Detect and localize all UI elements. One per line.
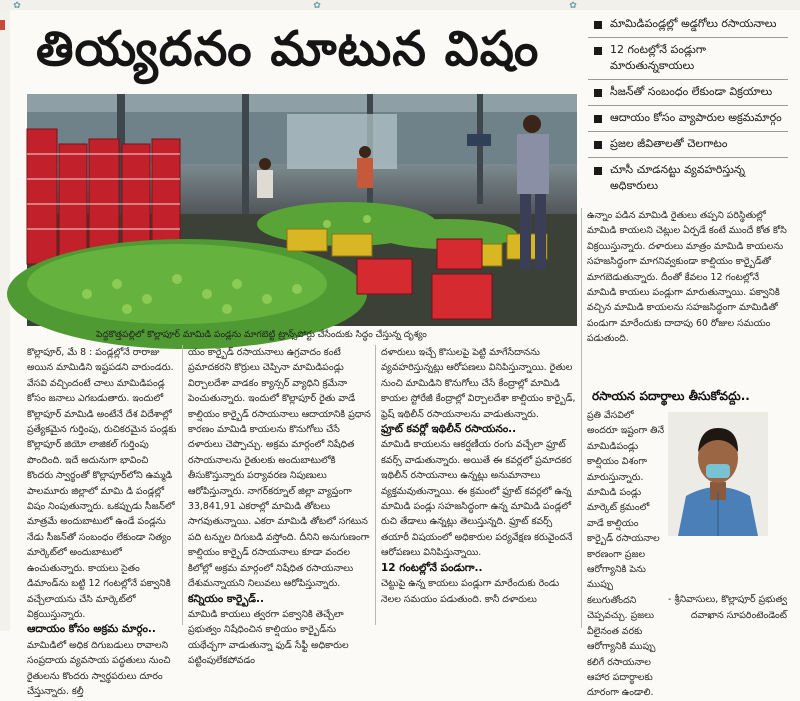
bullet-square-icon xyxy=(594,141,602,149)
bullet-square-icon xyxy=(594,89,602,97)
body-paragraph: యం కార్బైడ్ రసాయనాలు ఉగ్రవాదం కంటే ప్రమాదకరని కొర్రులు చెప్పినా మామిడిపండ్లు విర్చాలదేశా వాడకం క్యాన్సర్ వ్యాధిని క్రమేనా పెంచుతున్నారు. ఇందులో కొల్లాపూర్ రైతు వాడే కాల్షియం కార్బైడ్ రసాయనాలు ఆదాయానికి ప్రధాన కారణం మామిడి కాయలను కొనుగోలు చేసే దళారులు చెప్పొచ్చు. అక్రమ మార్గంలో నిషేధిత రసాయనాలను రైతులకు అందుబాటులోకి తీసుకొస్తున్నారు పర్యావరణ నిపుణులు ఆరోపిస్తున్నారు. నాగర్‌కర్నూల్ జిల్లా వ్యాప్తంగా 33,841,91 ఎకరాల్లో మామిడి తోటలు సాగవుతున్నాయి. ఎకరా మామిడి తోటలో సగటున పది టన్నుల దిగుబడి వస్తోంది. దీనిని అనుగుణంగా కాల్షియం కార్బైడ్ రసాయనాలు కూడా వందల కిలోల్లో అక్రమ మార్గంలో నిషేధిత రసాయనాలు దేశుమన్నాయని నిలువలు ఆరోపిస్తున్నారు. xyxy=(188,347,371,590)
article-column-4-bottom-left xyxy=(587,408,665,699)
mango-market-photo-illustration xyxy=(27,94,577,326)
photo-caption: పెద్దకొత్తపల్లిలో కొల్లాపూర్ మామిడి పండ్లను మాగబెట్టి ట్రాన్స్‌పోర్టు చేసేందుకు సిద్ధం చేస్తున్న దృశ్యం xyxy=(96,330,427,340)
article-column-1 xyxy=(27,345,177,697)
section-subheading: కన్నియం కార్బైడ్.. xyxy=(188,592,265,605)
body-paragraph: దళారులు ఇచ్చే కొసులపై పెట్టి మాగేసేదానను వ్యవహరిస్తున్నట్లు ఆరోపణలు వినిపిస్తున్నాయి. రైతుల నుంచి మామిడిని కొనుగోలు చేసే కేంద్రాల్లో మామిడి కాయల స్టోరేజీ కేంద్రాల్లో విర్చాలదేశా కాల్షియం కార్బైడ్, ఫ్రెష్ ఇథిలీన్ రసాయనాలను వాడుతున్నారు. xyxy=(381,347,576,420)
highlight-item: ఆదాయం కోసం వ్యాపారుల అక్రమమార్గం xyxy=(588,106,788,132)
section-subheading: ఫ్రూట్ కవర్లో ఇథిలీన్ రసాయనం.. xyxy=(381,423,517,436)
article-column-4-top xyxy=(587,208,787,384)
highlight-item: 12 గంటల్లోనే పండ్లుగా మారుతున్నకాయలు xyxy=(588,38,788,80)
quote-signature: - శ్రీనివాసులు, కొల్లాపూర్ ప్రభుత్వ xyxy=(667,594,787,605)
body-paragraph: ప్రతి వేసవిలో అందరూ ఇష్టంగా తినే మామిడిపండ్లు కాల్షియం విశంగా మారుస్తున్నారు. మామిడి పండ్లు మార్కెట్ క్రమంలో వాడే కాల్షియం కార్బైడ్ రసాయనాల కారణంగా ప్రజల ఆరోగ్యానికి పెను ముప్పు కలుగుతోందని చెప్పవచ్చు. ప్రజలు వీలైనంత వరకు ఆరోగ్యానికి ముప్పు కలిగే రసాయనాల ఆహార పదార్థాలకు దూరంగా ఉండాలి. xyxy=(587,410,665,699)
margin-marker xyxy=(0,20,5,30)
flower-ornament-icon: ✿ xyxy=(569,1,577,11)
section-subheading: ఆదాయం కోసం అక్రమ మార్గం.. xyxy=(27,623,156,636)
body-paragraph: మామిడి కాయలు త్వరగా పక్వానికి తెచ్చేలా ప్రభుత్వం నిషేధించిన కాల్షియం కార్బైడ్‌ను యథేచ్ఛగా వాడుతున్నా ఫుడ్ సేఫ్టీ అధికారుల పట్టింపులేకపోవడం xyxy=(188,608,349,667)
bullet-square-icon xyxy=(594,47,602,55)
highlight-item: ప్రజల జీవితాలతో చెలగాటం xyxy=(588,132,788,158)
bullet-square-icon xyxy=(594,115,602,123)
article-column-3 xyxy=(381,345,577,628)
section-subheading: రసాయన పదార్థాలు తీసుకోవద్దు.. xyxy=(592,389,750,403)
doctor-portrait xyxy=(668,412,768,536)
quote-signature-title: దవాఖాన సూపరింటెండెంట్ xyxy=(690,610,787,621)
column-divider xyxy=(581,208,582,628)
spacer xyxy=(587,538,787,539)
flower-ornament-icon: ✿ xyxy=(313,1,321,11)
highlight-item: మామిడిపండ్లల్లో అడ్డగోలు రసాయనాలు xyxy=(588,12,788,38)
highlight-item: చూసీ చూడనట్టు వ్యవహరిస్తున్న అధికారులు xyxy=(588,158,788,199)
column-divider xyxy=(182,345,183,625)
body-paragraph: ఉన్నాం పడిన మామిడి రైతులు తప్పని పరిస్థితుల్లో మామిడి కాయలని చెట్లుల ఏర్పడే కంటే ముందే కోత కోసి విక్రయిస్తున్నారు. దళారులు మాత్రం మామిడి కాయలను సహజసిద్ధంగా మాగనివ్వకుండా కాల్షియం కార్బైడ్‌తో మాగబెడుతున్నారు. దీంతో కేవలం 12 గంటల్లోనే మామిడి కాయలు పండ్లుగా మారుతున్నాయి. పక్వానికి వచ్చిన మామిడి కాయలను సహజసిద్ధంగా మామిడితో పండుగా మారేందుకు దాదాపు 60 రోజుల సమయం పడుతుంది. xyxy=(587,210,787,345)
doctor-portrait-illustration xyxy=(668,412,768,536)
highlight-item: సీజన్‌తో సంబంధం లేకుండా విక్రయాలు xyxy=(588,80,788,106)
column-divider xyxy=(375,345,376,625)
top-ornament-strip xyxy=(0,0,800,10)
bullet-square-icon xyxy=(594,21,602,29)
body-paragraph: కొల్లాపూర్, మే 8 : పండ్లల్లోనే రారాజు అయిన మామిడిని ఇష్టపడని వారుండరు. వేసవి వచ్చిందంటే చాలు మామిడిపండ్ల కోసం జనాలు ఎగబడుతారు. ఇందులో కొల్లాపూర్ మామిడి అంటేనే దేశ విదేశాల్లో ప్రత్యేకమైన గుర్తింపు, రుచికరమైన పండ్లకు కొల్లాపూర్ జియో లాజికల్ గుర్తింపు పొందింది. ఇదే అదునుగా భావించి కొందరు స్వార్థంతో కొల్లాపూర్‌లోని ఉమ్మడి పాలమూరు జిల్లాలో మామి డి పండ్లల్లో విషం నింపుతున్నారు. ఒకప్పుడు సీజన్‌లో మాత్రమే అందుబాటులో ఉండే పండ్లను నేడు సీజన్‌తో సంబంధం లేకుండా నిత్యం మార్కెట్‌లో అందుబాటులో ఉంచుతున్నారు. కాయలు సైతం డిమాండ్‌ను బట్టి 12 గంటల్లోనే పక్వానికి వచ్చేలాయను చేసి మార్కెట్‌లో విక్రయిస్తున్నారు. xyxy=(27,347,177,620)
mango-market-photo xyxy=(27,94,577,326)
article-column-2 xyxy=(188,345,372,667)
headline: తియ్యదనం మాటున విషం xyxy=(36,21,540,77)
left-margin-strip xyxy=(0,10,10,631)
body-paragraph: మామిడి కాయలను ఆకర్షణీయ రంగు వచ్చేలా ఫ్రూట్ కవర్స్ వాడుతున్నారు. అయితే ఈ కవర్లలో ప్రమాదకర ఇథిలీన్ రసాయనాలు ఉన్నట్లు అనుమానాలు వ్యక్తమవుతున్నాయి. ఈ క్రమంలో ఫ్రూట్ కవర్లలో ఉన్న మామిడి పండ్లు సహజసిద్ధంగా ఉన్న మామిడి పండ్లలో రుచి తేడాలు ఉన్నట్లు తెలుస్తున్నది. ఫ్రూట్ కవర్స్ తయారీ విషయంలో అధికారుల పర్యవేక్షణ కరువైందనే ఆరోపణలు వినిపిస్తున్నాయి. xyxy=(381,439,573,559)
section-subheading: 12 గంటల్లోనే పండుగా.. xyxy=(381,561,483,574)
bullet-square-icon xyxy=(594,167,602,175)
highlights-list xyxy=(588,12,788,199)
flower-ornament-icon: ✿ xyxy=(13,1,21,11)
body-paragraph: మామిడిలో అధిక దిగుబడులు రావాలని సంప్రదాయ వ్యవసాయ పద్ధతులు నుంచి రైతులను కొందరు స్వార్థపరులు దూరం చేస్తున్నారు. కల్తీ xyxy=(27,639,171,697)
body-paragraph: చెట్టుపై ఉన్న కాయలు పండ్లుగా మారేందుకు రెండు నెలల సమయం పడుతుంది. కానీ దళారులు xyxy=(381,578,560,605)
